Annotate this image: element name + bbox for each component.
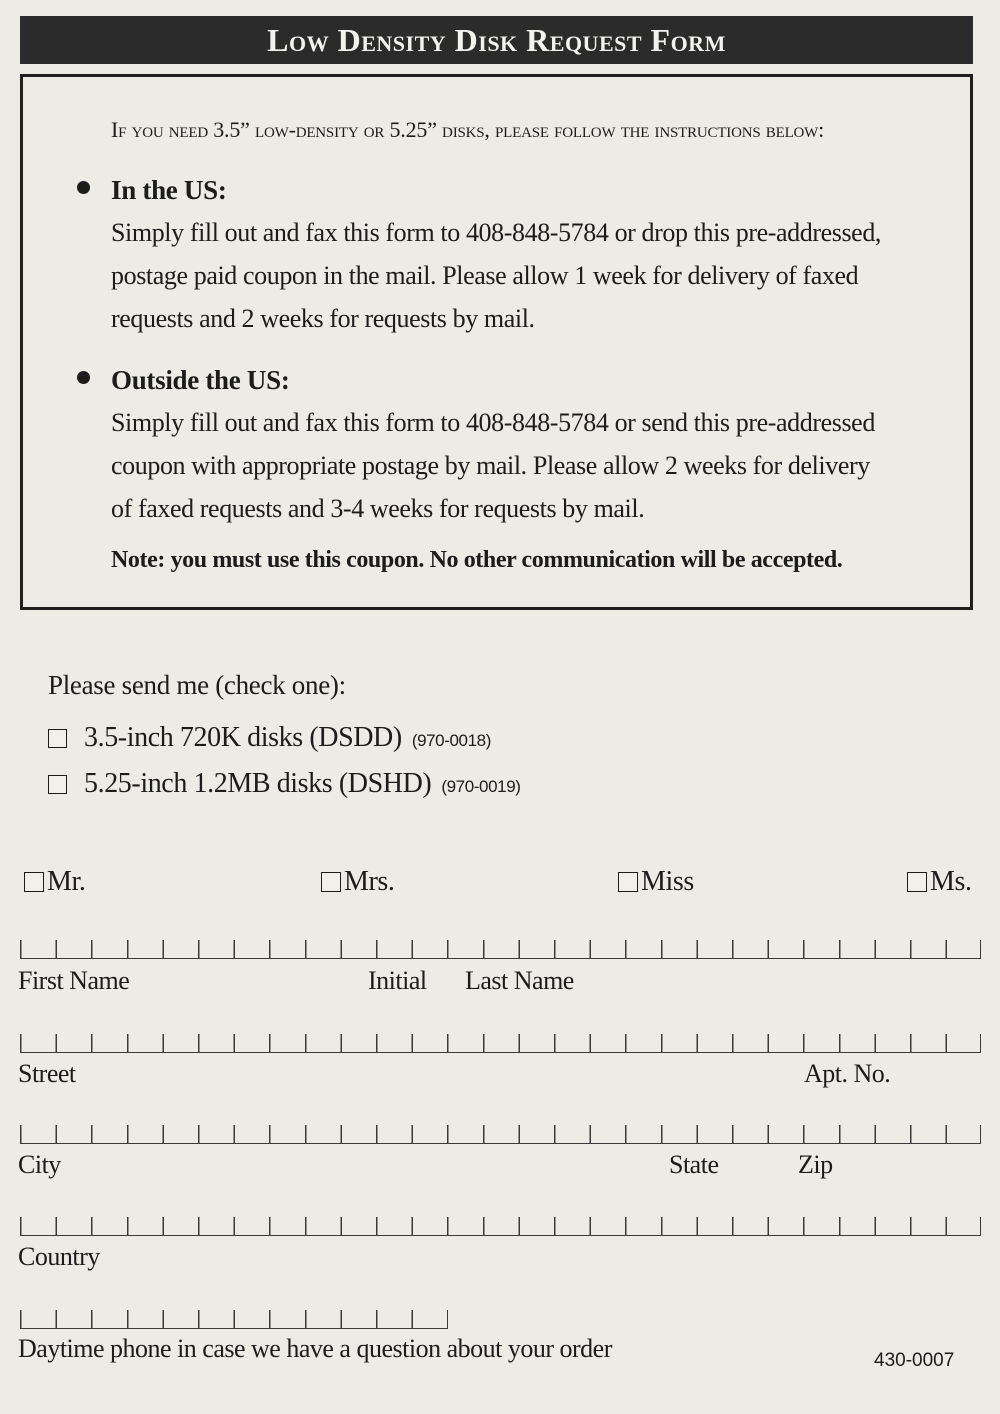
phone-label: Daytime phone in case we have a question about your order [18, 1334, 612, 1363]
outside-text-line: coupon with appropriate postage by mail. Please allow 2 weeks for delivery [111, 451, 870, 480]
salutation-label: Mrs. [344, 866, 395, 897]
state-label: State [669, 1150, 719, 1179]
option-code: (970-0019) [441, 777, 521, 796]
checkbox[interactable] [48, 729, 67, 748]
option-label: 5.25-inch 1.2MB disks (DSHD) [84, 768, 432, 799]
outside-section [111, 363, 931, 530]
bullet-icon [77, 371, 90, 384]
last-name-label: Last Name [465, 966, 574, 995]
checkbox[interactable] [321, 872, 341, 892]
form-number: 430-0007 [874, 1350, 955, 1371]
instructions-intro: If you need 3.5” low-density or 5.25” disks, please follow the instructions below: [111, 117, 825, 142]
order-prompt: Please send me (check one): [48, 670, 346, 700]
us-title: In the US: [111, 175, 227, 205]
us-text [111, 211, 931, 340]
checkbox[interactable] [48, 775, 67, 794]
salutation-ms[interactable] [907, 866, 972, 898]
outside-text [111, 401, 931, 530]
outside-title: Outside the US: [111, 365, 290, 395]
checkbox[interactable] [618, 872, 638, 892]
initial-label: Initial [368, 966, 427, 995]
first-name-label: First Name [18, 966, 130, 995]
salutation-mrs[interactable] [321, 866, 395, 898]
form-title: Low Density Disk Request Form [267, 21, 726, 58]
us-text-line: Simply fill out and fax this form to 408-848-5784 or drop this pre-addressed, [111, 218, 882, 247]
city-state-zip-field[interactable] [20, 1121, 981, 1144]
bullet-icon [77, 181, 90, 194]
note-text: Note: you must use this coupon. No other communication will be accepted. [111, 547, 843, 573]
phone-field[interactable] [20, 1306, 448, 1329]
checkbox[interactable] [24, 872, 44, 892]
option-code: (970-0018) [411, 731, 491, 750]
checkbox[interactable] [907, 872, 927, 892]
country-label: Country [18, 1242, 100, 1271]
zip-label: Zip [798, 1150, 833, 1179]
us-section [111, 173, 931, 340]
street-field[interactable] [20, 1030, 981, 1053]
option-label: 3.5-inch 720K disks (DSDD) [84, 722, 402, 753]
salutation-miss[interactable] [618, 866, 694, 898]
us-text-line: requests and 2 weeks for requests by mail. [111, 304, 535, 333]
us-text-line: postage paid coupon in the mail. Please allow 1 week for delivery of faxed [111, 261, 859, 290]
option-35-inch[interactable] [48, 722, 491, 754]
salutation-label: Miss [641, 866, 694, 897]
apt-no-label: Apt. No. [804, 1059, 891, 1088]
salutation-label: Mr. [47, 866, 86, 897]
header-bar [20, 16, 973, 64]
outside-text-line: of faxed requests and 3-4 weeks for requests by mail. [111, 494, 645, 523]
instructions-box [20, 74, 973, 610]
country-field[interactable] [20, 1213, 981, 1236]
street-label: Street [18, 1059, 76, 1088]
city-label: City [18, 1150, 61, 1179]
name-field[interactable] [20, 936, 981, 959]
outside-text-line: Simply fill out and fax this form to 408-848-5784 or send this pre-addressed [111, 408, 875, 437]
salutation-mr[interactable] [24, 866, 85, 898]
option-525-inch[interactable] [48, 768, 521, 800]
salutation-label: Ms. [930, 866, 972, 897]
